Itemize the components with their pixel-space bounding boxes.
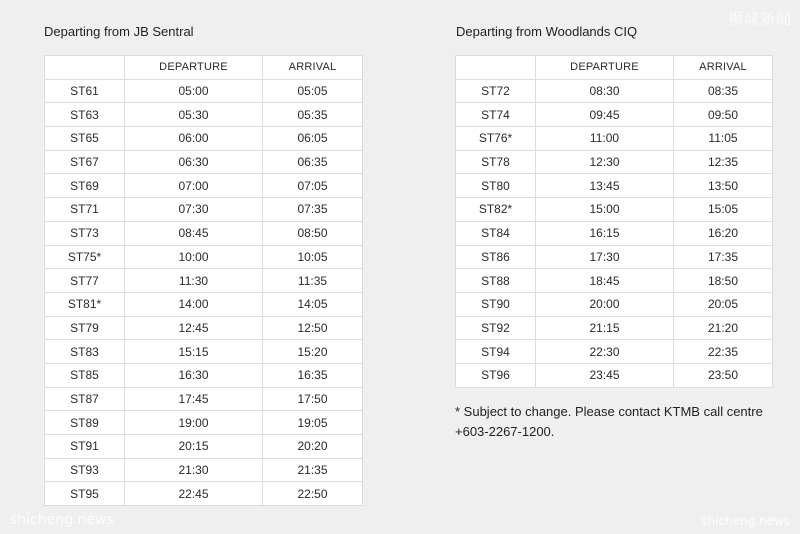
woodlands-ciq-schedule-table: [455, 55, 773, 388]
woodlands-ciq-table-body: [456, 79, 773, 387]
arrival-time-cell: 15:05: [674, 198, 773, 222]
departure-time-cell: 13:45: [536, 174, 674, 198]
train-number-cell: ST92: [456, 316, 536, 340]
arrival-time-cell: 10:05: [263, 245, 363, 269]
table-row: [45, 221, 363, 245]
arrival-time-cell: 09:50: [674, 103, 773, 127]
table-row: [45, 79, 363, 103]
arrival-time-cell: 18:50: [674, 269, 773, 293]
departure-time-cell: 06:00: [125, 127, 263, 151]
table-row: [456, 198, 773, 222]
arrival-time-cell: 06:35: [263, 150, 363, 174]
departure-time-cell: 09:45: [536, 103, 674, 127]
train-column-header: [456, 56, 536, 80]
table-row: [45, 150, 363, 174]
train-number-cell: ST61: [45, 79, 125, 103]
train-number-cell: ST94: [456, 340, 536, 364]
train-number-cell: ST65: [45, 127, 125, 151]
arrival-time-cell: 15:20: [263, 340, 363, 364]
train-number-cell: ST91: [45, 435, 125, 459]
table-row: [456, 363, 773, 387]
table-row: [456, 316, 773, 340]
table-row: [45, 458, 363, 482]
departure-time-cell: 17:45: [125, 387, 263, 411]
watermark-bottom-left: shicheng.news: [10, 512, 114, 528]
departure-time-cell: 06:30: [125, 150, 263, 174]
train-number-cell: ST78: [456, 150, 536, 174]
departure-time-cell: 14:00: [125, 292, 263, 316]
table-row: [456, 103, 773, 127]
train-number-cell: ST89: [45, 411, 125, 435]
train-number-cell: ST80: [456, 174, 536, 198]
table-row: [456, 340, 773, 364]
table-row: [456, 221, 773, 245]
train-number-cell: ST77: [45, 269, 125, 293]
departure-time-cell: 22:30: [536, 340, 674, 364]
train-number-cell: ST71: [45, 198, 125, 222]
departure-time-cell: 10:00: [125, 245, 263, 269]
table-row: [45, 174, 363, 198]
train-number-cell: ST82*: [456, 198, 536, 222]
train-number-cell: ST79: [45, 316, 125, 340]
arrival-time-cell: 12:35: [674, 150, 773, 174]
woodlands-ciq-section-title: Departing from Woodlands CIQ: [456, 24, 638, 39]
table-row: [45, 316, 363, 340]
arrival-time-cell: 17:50: [263, 387, 363, 411]
departure-time-cell: 23:45: [536, 363, 674, 387]
arrival-time-cell: 21:35: [263, 458, 363, 482]
departure-time-cell: 17:30: [536, 245, 674, 269]
table-row: [456, 127, 773, 151]
departure-time-cell: 22:45: [125, 482, 263, 506]
table-header-row: [45, 56, 363, 80]
table-row: [456, 245, 773, 269]
table-row: [45, 245, 363, 269]
departure-time-cell: 07:00: [125, 174, 263, 198]
arrival-time-cell: 11:05: [674, 127, 773, 151]
departure-time-cell: 11:00: [536, 127, 674, 151]
arrival-time-cell: 23:50: [674, 363, 773, 387]
departure-time-cell: 15:00: [536, 198, 674, 222]
departure-time-cell: 20:15: [125, 435, 263, 459]
train-number-cell: ST95: [45, 482, 125, 506]
table-row: [45, 103, 363, 127]
departure-time-cell: 05:00: [125, 79, 263, 103]
train-column-header: [45, 56, 125, 80]
arrival-time-cell: 16:35: [263, 363, 363, 387]
train-number-cell: ST74: [456, 103, 536, 127]
watermark-bottom-right: shicheng.news: [701, 514, 790, 528]
jb-sentral-schedule-table: [44, 55, 363, 506]
train-number-cell: ST75*: [45, 245, 125, 269]
table-row: [45, 292, 363, 316]
arrival-time-cell: 07:35: [263, 198, 363, 222]
arrival-time-cell: 08:50: [263, 221, 363, 245]
table-row: [456, 79, 773, 103]
arrival-time-cell: 22:50: [263, 482, 363, 506]
train-number-cell: ST63: [45, 103, 125, 127]
departure-time-cell: 12:30: [536, 150, 674, 174]
train-number-cell: ST87: [45, 387, 125, 411]
arrival-time-cell: 05:35: [263, 103, 363, 127]
table-row: [45, 363, 363, 387]
departure-time-cell: 16:30: [125, 363, 263, 387]
arrival-time-cell: 13:50: [674, 174, 773, 198]
table-row: [45, 387, 363, 411]
table-row: [45, 411, 363, 435]
departure-time-cell: 12:45: [125, 316, 263, 340]
arrival-time-cell: 14:05: [263, 292, 363, 316]
table-row: [456, 269, 773, 293]
arrival-time-cell: 22:35: [674, 340, 773, 364]
arrival-time-cell: 17:35: [674, 245, 773, 269]
table-row: [45, 269, 363, 293]
departure-column-header: DEPARTURE: [536, 56, 674, 80]
schedule-note: * Subject to change. Please contact KTMB call centre +603-2267-1200.: [455, 404, 763, 439]
table-row: [45, 340, 363, 364]
train-number-cell: ST96: [456, 363, 536, 387]
train-number-cell: ST90: [456, 292, 536, 316]
arrival-time-cell: 20:20: [263, 435, 363, 459]
watermark-top-right: 狮城新闻: [727, 10, 792, 28]
jb-sentral-section-title: Departing from JB Sentral: [44, 24, 194, 39]
train-number-cell: ST83: [45, 340, 125, 364]
table-row: [45, 435, 363, 459]
arrival-column-header: ARRIVAL: [674, 56, 773, 80]
arrival-time-cell: 16:20: [674, 221, 773, 245]
departure-time-cell: 21:15: [536, 316, 674, 340]
arrival-time-cell: 21:20: [674, 316, 773, 340]
train-number-cell: ST88: [456, 269, 536, 293]
departure-time-cell: 16:15: [536, 221, 674, 245]
train-number-cell: ST76*: [456, 127, 536, 151]
arrival-time-cell: 20:05: [674, 292, 773, 316]
table-row: [456, 292, 773, 316]
departure-time-cell: 08:45: [125, 221, 263, 245]
table-row: [456, 174, 773, 198]
table-row: [45, 482, 363, 506]
train-number-cell: ST93: [45, 458, 125, 482]
departure-time-cell: 05:30: [125, 103, 263, 127]
table-row: [456, 150, 773, 174]
departure-time-cell: 11:30: [125, 269, 263, 293]
train-number-cell: ST73: [45, 221, 125, 245]
departure-time-cell: 21:30: [125, 458, 263, 482]
train-number-cell: ST85: [45, 363, 125, 387]
arrival-column-header: ARRIVAL: [263, 56, 363, 80]
train-number-cell: ST86: [456, 245, 536, 269]
departure-time-cell: 15:15: [125, 340, 263, 364]
arrival-time-cell: 06:05: [263, 127, 363, 151]
departure-time-cell: 18:45: [536, 269, 674, 293]
departure-time-cell: 20:00: [536, 292, 674, 316]
train-number-cell: ST72: [456, 79, 536, 103]
table-row: [45, 198, 363, 222]
arrival-time-cell: 05:05: [263, 79, 363, 103]
arrival-time-cell: 12:50: [263, 316, 363, 340]
jb-sentral-table-body: [45, 79, 363, 505]
arrival-time-cell: 08:35: [674, 79, 773, 103]
departure-time-cell: 19:00: [125, 411, 263, 435]
train-number-cell: ST84: [456, 221, 536, 245]
train-number-cell: ST67: [45, 150, 125, 174]
train-number-cell: ST69: [45, 174, 125, 198]
departure-column-header: DEPARTURE: [125, 56, 263, 80]
arrival-time-cell: 07:05: [263, 174, 363, 198]
arrival-time-cell: 11:35: [263, 269, 363, 293]
table-row: [45, 127, 363, 151]
departure-time-cell: 08:30: [536, 79, 674, 103]
table-header-row: [456, 56, 773, 80]
arrival-time-cell: 19:05: [263, 411, 363, 435]
departure-time-cell: 07:30: [125, 198, 263, 222]
train-number-cell: ST81*: [45, 292, 125, 316]
